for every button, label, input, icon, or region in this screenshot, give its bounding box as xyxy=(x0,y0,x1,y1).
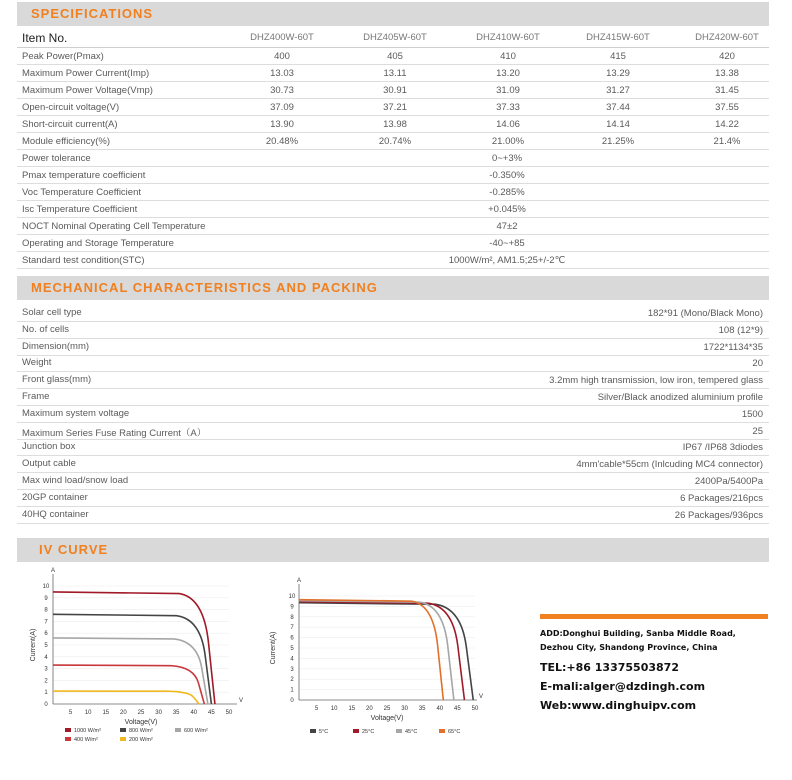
address-line-2: Dezhou City, Shandong Province, China xyxy=(540,643,718,652)
spec-cell: 31.27 xyxy=(606,85,630,96)
mechanical-value: 182*91 (Mono/Black Mono) xyxy=(647,308,763,319)
mechanical-row xyxy=(17,339,769,356)
x-axis-arrow-label: V xyxy=(478,694,484,700)
spec-cell: 13.11 xyxy=(383,68,407,79)
spec-cell: 415 xyxy=(610,51,626,62)
spec-cell: 13.98 xyxy=(383,119,407,130)
mechanical-label: 20GP container xyxy=(22,491,88,503)
model-header: DHZ405W-60T xyxy=(363,32,427,43)
mechanical-label: Front glass(mm) xyxy=(22,374,92,386)
y-tick-label: 5 xyxy=(44,643,48,649)
x-axis-arrow-label: V xyxy=(238,698,244,704)
mechanical-label: No. of cells xyxy=(22,323,69,335)
mechanical-value: 20 xyxy=(752,358,763,370)
y-tick-label: 10 xyxy=(42,584,50,590)
spec-cell: 420 xyxy=(719,51,735,62)
x-tick-label: 5 xyxy=(68,710,73,716)
spec-row-label: Operating and Storage Temperature xyxy=(22,238,174,249)
x-tick-label: 30 xyxy=(401,706,408,712)
mechanical-row xyxy=(17,406,769,423)
spec-row xyxy=(17,235,769,252)
legend-swatch xyxy=(65,728,71,732)
spec-row-label: NOCT Nominal Operating Cell Temperature xyxy=(22,221,206,232)
mechanical-value: 6 Packages/216pcs xyxy=(680,492,763,504)
mechanical-row xyxy=(17,372,769,389)
y-tick-label: 10 xyxy=(288,594,296,600)
spec-cell: 21.25% xyxy=(601,136,635,147)
y-tick-label: 2 xyxy=(44,678,48,685)
mechanical-label: 40HQ container xyxy=(22,508,89,520)
website: Web:www.dinghuipv.com xyxy=(540,699,697,712)
iv-curve-series xyxy=(299,600,443,700)
mechanical-title: MECHANICAL CHARACTERISTICS AND PACKING xyxy=(31,280,378,295)
y-axis-arrow-label: A xyxy=(296,578,302,584)
spec-span-value: 0~+3% xyxy=(491,153,523,164)
mechanical-value: Silver/Black anodized aluminium profile xyxy=(597,392,763,403)
y-tick-label: 9 xyxy=(44,595,48,602)
specifications-title: SPECIFICATIONS xyxy=(31,6,154,21)
spec-row-label: Open-circuit voltage(V) xyxy=(22,102,120,113)
legend-swatch xyxy=(175,728,181,732)
spec-row xyxy=(17,201,769,218)
spec-row-label: Power tolerance xyxy=(22,153,91,164)
spec-row-label: Voc Temperature Coefficient xyxy=(22,187,141,198)
spec-span-value: 1000W/m², AM1.5;25+/-2℃ xyxy=(448,255,566,266)
mechanical-label: Maximum Series Fuse Rating Current（A） xyxy=(22,427,207,439)
specifications-header-band xyxy=(17,2,769,26)
spec-cell: 31.45 xyxy=(715,85,739,96)
mechanical-header-band xyxy=(17,276,769,300)
iv-curve-series xyxy=(53,665,204,704)
iv-curve-header-band xyxy=(17,538,769,562)
y-tick-label: 3 xyxy=(290,666,294,673)
mechanical-label: Frame xyxy=(22,391,50,402)
spec-span-value: 47±2 xyxy=(496,221,518,232)
mechanical-value: 1500 xyxy=(741,408,763,420)
x-tick-label: 20 xyxy=(366,706,373,712)
legend-swatch xyxy=(120,728,126,732)
y-tick-label: 5 xyxy=(290,646,294,652)
x-tick-label: 40 xyxy=(436,706,444,712)
y-tick-label: 4 xyxy=(290,656,294,663)
x-axis-title: Voltage(V) xyxy=(370,715,404,722)
spec-row xyxy=(17,133,769,150)
spec-row-label: Peak Power(Pmax) xyxy=(22,51,104,62)
spec-cell: 13.90 xyxy=(270,119,294,130)
legend-swatch xyxy=(65,737,71,741)
mechanical-row xyxy=(17,439,769,456)
mechanical-value: 108 (12*9) xyxy=(718,324,763,336)
mechanical-label: Max wind load/snow load xyxy=(22,475,129,486)
legend-swatch xyxy=(396,729,402,733)
legend-label: 1000 W/m² xyxy=(74,728,101,734)
y-tick-label: 1 xyxy=(44,690,48,697)
iv-curve-title: IV CURVE xyxy=(39,542,109,557)
spec-cell: 30.73 xyxy=(270,85,294,96)
x-tick-label: 50 xyxy=(225,710,233,716)
spec-cell: 37.44 xyxy=(606,102,630,113)
spec-cell: 20.48% xyxy=(265,136,299,147)
y-tick-label: 8 xyxy=(290,614,294,621)
mechanical-value: 26 Packages/936pcs xyxy=(674,509,763,521)
legend-label: 400 W/m² xyxy=(74,737,98,743)
spec-cell: 20.74% xyxy=(378,136,412,147)
x-tick-label: 10 xyxy=(330,706,338,712)
spec-cell: 14.06 xyxy=(496,119,520,130)
mechanical-row xyxy=(17,456,769,473)
mechanical-row xyxy=(17,305,769,322)
x-tick-label: 25 xyxy=(137,710,145,716)
spec-cell: 31.09 xyxy=(496,85,520,96)
spec-cell: 13.38 xyxy=(715,68,739,79)
y-tick-label: 7 xyxy=(44,619,48,626)
legend-swatch xyxy=(310,729,316,733)
mechanical-label: Solar cell type xyxy=(22,307,82,318)
spec-row-label: Pmax temperature coefficient xyxy=(22,170,146,181)
x-tick-label: 45 xyxy=(454,706,461,712)
iv-curve-series xyxy=(53,638,208,704)
spec-cell: 37.33 xyxy=(496,102,520,113)
mechanical-row xyxy=(17,389,769,406)
x-tick-label: 35 xyxy=(172,710,180,716)
spec-row-label: Module efficiency(%) xyxy=(22,136,111,147)
y-tick-label: 1 xyxy=(290,687,294,694)
model-header: DHZ400W-60T xyxy=(250,32,314,43)
spec-cell: 405 xyxy=(387,51,403,62)
spec-table-header xyxy=(17,31,769,48)
x-tick-label: 20 xyxy=(120,710,127,716)
y-tick-label: 2 xyxy=(290,677,294,684)
mechanical-row xyxy=(17,490,769,507)
mechanical-row xyxy=(17,322,769,339)
iv-curve-series xyxy=(53,691,199,704)
y-tick-label: 0 xyxy=(44,702,48,708)
y-tick-label: 8 xyxy=(44,607,48,614)
mechanical-row xyxy=(17,423,769,440)
spec-row xyxy=(17,65,769,82)
y-axis-title: Current(A) xyxy=(30,628,37,662)
y-tick-label: 7 xyxy=(290,625,294,632)
mechanical-label: Dimension(mm) xyxy=(22,340,90,352)
mechanical-value: IP67 /IP68 3diodes xyxy=(682,442,763,454)
mechanical-value: 2400Pa/5400Pa xyxy=(694,476,763,487)
legend-label: 200 W/m² xyxy=(129,737,153,743)
iv-curve-series xyxy=(299,603,473,700)
y-axis-title: Current(A) xyxy=(270,631,277,665)
mechanical-value: 3.2mm high transmission, low iron, tempered glass xyxy=(549,375,763,387)
mechanical-value: 25 xyxy=(752,425,763,437)
spec-cell: 21.4% xyxy=(713,136,741,147)
y-axis-arrow-label: A xyxy=(50,568,56,574)
contact-block xyxy=(540,614,768,712)
spec-row-label: Standard test condition(STC) xyxy=(22,255,145,266)
spec-row xyxy=(17,150,769,167)
x-tick-label: 45 xyxy=(208,710,215,716)
mechanical-label: Weight xyxy=(22,357,52,369)
address-line-1: ADD:Donghui Building, Sanba Middle Road, xyxy=(540,629,736,638)
model-header: DHZ415W-60T xyxy=(586,32,650,43)
spec-cell: 14.22 xyxy=(715,119,739,130)
legend-swatch xyxy=(120,737,126,741)
model-header: DHZ410W-60T xyxy=(476,32,540,43)
y-tick-label: 6 xyxy=(44,631,48,638)
spec-cell: 14.14 xyxy=(606,119,630,130)
x-tick-label: 5 xyxy=(314,706,319,712)
spec-row xyxy=(17,252,769,269)
mechanical-value: 4mm'cable*55cm (Inlcuding MC4 connector) xyxy=(576,459,763,471)
spec-cell: 13.20 xyxy=(496,68,520,79)
iv-curve-series xyxy=(53,592,215,704)
y-tick-label: 9 xyxy=(290,604,294,611)
spec-cell: 37.55 xyxy=(715,102,739,113)
legend-label: 25°C xyxy=(362,729,375,735)
spec-row xyxy=(17,48,769,65)
legend-label: 45°C xyxy=(405,729,418,735)
spec-span-value: +0.045% xyxy=(488,204,526,215)
x-tick-label: 10 xyxy=(84,710,92,716)
temperature-iv-chart xyxy=(265,578,495,748)
model-header: DHZ420W-60T xyxy=(695,32,759,43)
mechanical-row xyxy=(17,355,769,372)
x-tick-label: 15 xyxy=(102,710,110,716)
y-tick-label: 0 xyxy=(290,698,294,704)
y-tick-label: 6 xyxy=(290,635,294,642)
legend-label: 800 W/m² xyxy=(129,728,153,734)
x-tick-label: 15 xyxy=(348,706,356,712)
y-tick-label: 4 xyxy=(44,654,48,661)
spec-row xyxy=(17,167,769,184)
x-tick-label: 35 xyxy=(418,706,426,712)
spec-row xyxy=(17,184,769,201)
spec-row-label: Maximum Power Current(Imp) xyxy=(22,68,150,79)
legend-swatch xyxy=(439,729,445,733)
spec-cell: 400 xyxy=(274,51,290,62)
spec-cell: 13.03 xyxy=(270,68,294,79)
spec-row-label: Maximum Power Voltage(Vmp) xyxy=(22,85,153,96)
spec-cell: 37.21 xyxy=(383,102,407,113)
spec-span-value: -0.285% xyxy=(489,187,525,198)
spec-row xyxy=(17,218,769,235)
contact-accent-bar xyxy=(540,614,768,619)
mechanical-label: Maximum system voltage xyxy=(22,407,130,419)
mechanical-value: 1722*1134*35 xyxy=(703,341,763,353)
y-tick-label: 3 xyxy=(44,666,48,673)
spec-row xyxy=(17,82,769,99)
spec-row-label: Isc Temperature Coefficient xyxy=(22,204,138,215)
spec-cell: 21.00% xyxy=(491,136,525,147)
spec-cell: 30.91 xyxy=(383,85,407,96)
spec-row xyxy=(17,116,769,133)
legend-label: 65°C xyxy=(448,729,461,735)
spec-span-value: -40~+85 xyxy=(489,238,525,249)
x-tick-label: 40 xyxy=(190,710,198,716)
spec-span-value: -0.350% xyxy=(489,170,525,181)
legend-swatch xyxy=(353,729,359,733)
spec-cell: 410 xyxy=(500,51,516,62)
mechanical-row xyxy=(17,473,769,490)
spec-row xyxy=(17,99,769,116)
x-tick-label: 50 xyxy=(471,706,479,712)
x-axis-title: Voltage(V) xyxy=(124,719,158,726)
legend-label: 5°C xyxy=(319,729,329,735)
legend-label: 600 W/m² xyxy=(184,728,208,734)
x-tick-label: 30 xyxy=(155,710,162,716)
x-tick-label: 25 xyxy=(383,706,391,712)
irradiance-iv-chart xyxy=(25,568,255,756)
spec-row-label: Short-circuit current(A) xyxy=(22,119,118,130)
spec-cell: 37.09 xyxy=(270,102,294,113)
mechanical-label: Output cable xyxy=(22,458,76,470)
spec-cell: 13.29 xyxy=(606,68,630,79)
email: E-mali:alger@dzdingh.com xyxy=(540,680,706,693)
mechanical-label: Junction box xyxy=(22,441,76,453)
telephone: TEL:+86 13375503872 xyxy=(540,661,679,674)
item-no-label: Item No. xyxy=(22,31,68,45)
mechanical-row xyxy=(17,507,769,524)
